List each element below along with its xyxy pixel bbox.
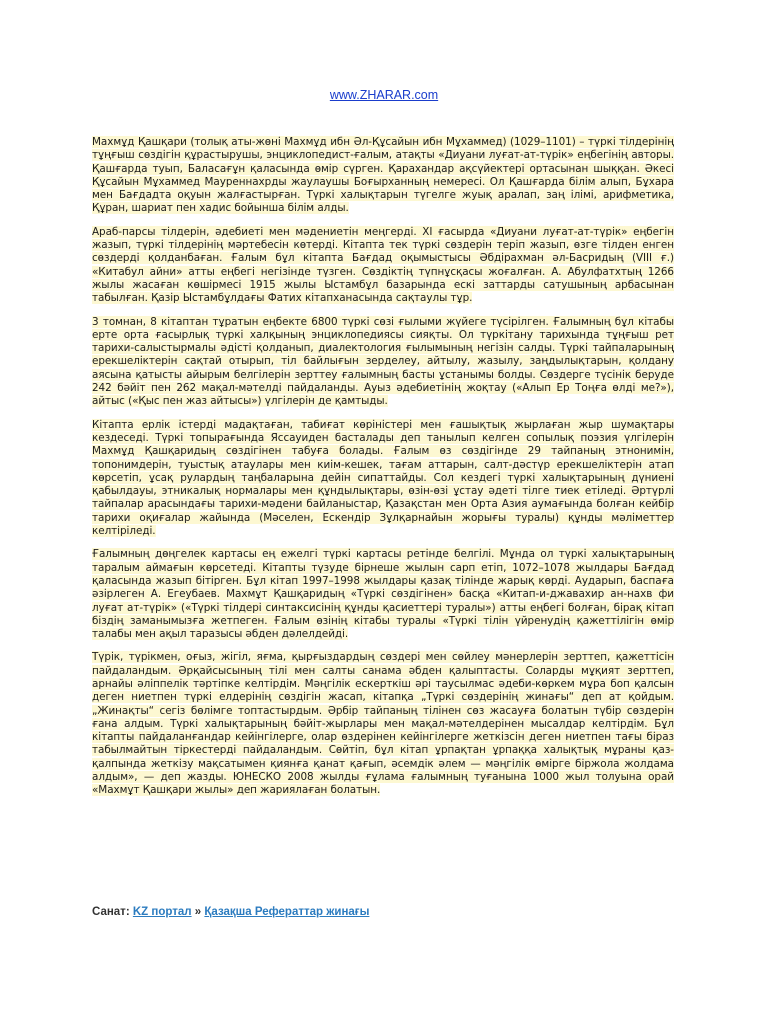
paragraph-5 — [92, 548, 674, 641]
paragraph-3 — [92, 316, 674, 409]
breadcrumb-arrow: » — [194, 906, 202, 918]
paragraph-text: Ғалымның дөңгелек картасы ең ежелгі түркі картасы ретінде белгілі. Мұнда ол түркі халықтарының таралым аймағын көрсетеді. Кітапты түзуде бірнеше жылын сарп етіп, 1072–1078 жылдары Бағдад қаласында жазып бітірген. Бұл кітап 1997–1998 жылдары қазақ тілінде жарық көрді. Аударып, баспаға әзірлеген А. Егеубаев. Махмұт Қашқаридың «Түркі сөздігінен» басқа «Китап-и-джавахир ан-нахв фи луғат ат-түрік» («Түркі тілдері синтаксисінің құнды қасиеттері туралы») атты еңбегі болған, бірақ кітап біздің заманымызға жетпеген. Ғалым өзінің кітабы туралы «Түркі тілін үйренудің қажеттілігін өмір талабы мен ақыл таразысы әбден дәлелдейді. — [92, 548, 674, 641]
category-link-kz-portal[interactable]: KZ портал — [132, 906, 192, 918]
paragraph-text: Махмұд Қашқари (толық аты-жөні Махмұд ибн Әл-Құсайын ибн Мұхаммед) (1029–1101) – түркі тілдерінің тұңғыш сөздігін құрастырушы, энциклопедист-ғалым, атақты «Диуани луғат-ат-түрік» еңбегінің авторы. Қашғарда туып, Баласағұн қаласында өмір сүрген. Қарахандар ақсүйектері ортасынан шыққан. Әкесі Құсайын Мұхаммед Мауреннахрды жаулаушы Боғырханның немересі. Ол Қашғарда білім алып, Бұхара мен Бағдадта оқуын жалғастырған. Түркі халықтарын түгелге жуық аралап, заң ілімі, арифметика, Құран, шариат пен хадис бойынша білім алды. — [92, 136, 674, 215]
paragraph-text: Кітапта ерлік істерді мадақтаған, табиғат көріністері мен ғашықтық жырлаған жыр шумақтары кездеседі. Түркі топырағында Яссауиден басталады деп танылып келген сопылық поэзия үлгілерін Махмұд Қашқаридың сөздігінен табуға болады. Ғалым өз сөздігінде 29 тайпаның этнонимін, топонимдерін, туыстық атаулары мен киім-кешек, тағам аттарын, салт-дәстүр ерекшеліктерін атап көрсетіп, ұсақ рулардың таңбаларына дейін сипаттайды. Сол кездегі түркі халықтарының дүниені қабылдауы, этникалық нормалары мен құндылықтары, өзін-өзі ұстау әдеті тілге тиек етіледі. Әртүрлі тайпалар арасындағы тарихи-мәдени байланыстар, Қазақстан мен Орта Азия аумағында болған кейбір тарихи оқиғалар жайында (Мәселен, Ескендір Зұлқарнайын жорығы туралы) құнды мәліметтер келтіріледі. — [92, 418, 674, 538]
category-link-referattar[interactable]: Қазақша Рефераттар жинағы — [204, 906, 370, 918]
category-footer — [92, 906, 369, 918]
paragraph-2 — [92, 226, 674, 306]
article-body — [92, 136, 674, 808]
category-label: Санат — [92, 906, 126, 918]
paragraph-text: Араб-парсы тілдерін, әдебиеті мен мәдениетін меңгерді. XI ғасырда «Диуани луғат-ат-түрік» еңбегін жазып, түркі тілдерінің мәртебесін көтерді. Кітапта тек түркі сөздерін теріп жазып, өзге тілден енген сөздерді қолданбаған. Ғалым бұл кітапта Бағдад оқымыстысы Әбдірахман әл-Басридың (VIII ғ.) «Китабул айни» атты еңбегі негізінде түзген. Сөздіктің түпнұсқасы жоғалған. А. Абулфатхтың 1266 жылы жасаған көшірмесі 1915 жылы Ыстамбұл базарында ескі заттарды сатушының арбасынан табылған. Қазір Ыстамбұлдағы Фатих кітапханасында сақтаулы тұр. — [92, 225, 674, 305]
category-separator: : — [125, 906, 130, 918]
paragraph-text: 3 томнан, 8 кітаптан тұратын еңбекте 6800 түркі сөзі ғылыми жүйеге түсірілген. Ғалымның бұл кітабы ерте орта ғасырлық түркі халқының энциклопедиясы сияқты. Ол түркітану тарихында тұңғыш рет тарихи-салыстырмалы әдісті қолданып, диалектология ғылымының негізін салды. Түркі тайпаларының ерекшеліктерін сақтай отырып, тіл байлығын зерделеу, айтылу, жазылу, заңдылықтарын, қолдану аясына қатысты айырым белгілерін зерттеу ғалымның басты ұстанымы болды. Сөздерге түсінік беруде 242 бәйіт пен 262 мақал-мәтелді пайдаланды. Ауыз әдебиетінің жоқтау («Алып Ер Тоңға өлді ме?»), айтыс («Қыс пен жаз айтысы») үлгілерін де қамтыды. — [92, 315, 674, 408]
paragraph-1 — [92, 136, 674, 216]
site-link[interactable]: www.ZHARAR.com — [329, 88, 439, 102]
paragraph-6 — [92, 651, 674, 797]
paragraph-text: Түрік, түрікмен, оғыз, жігіл, яғма, қырғыздардың сөздері мен сөйлеу мәнерлерін зерттеп, қажеттісін пайдаландым. Әрқайсысының тілі мен салты санама әбден қалыптасты. Соларды мұқият зерттеп, арнайы әліппелік тәртіпке келтірдім. Мәңгілік ескерткіш әрі таусылмас әдеби-көркем мұра боп қалсын деген ниетпен түркі елдерінің сөздігін жасап, кітапқа „Түркі сөздерінің жинағы“ деп ат қойдым. „Жинақты“ сегіз бөлімге топтастырдым. Әрбір тайпаның тілінен сөз жасауға болатын түбір сөздерін ғана алдым. Түркі халықтарының бәйіт-жырлары мен мақал-мәтелдерінен мысалдар келтірдім. Бұл кітапты пайдаланғандар кейінгілерге, олар өздерінен кейінгілерге жеткізсін деген ниетпен тағы біраз табылмайтын тіркестерді пайдаландым. Сөйтіп, бұл кітап ұрпақтан ұрпаққа халықтық мұраны қаз-қалпында жеткізу мақсатымен қиянға қанат қағып, әсемдік әлем — мәңгілік өмірге біржола жолдама алдым», — деп жазды. ЮНЕСКО 2008 жылды ғұлама ғалымның туғанына 1000 жыл толуына орай «Махмұт Қашқари жылы» деп жариялаған болатын. — [92, 651, 674, 797]
paragraph-4 — [92, 419, 674, 539]
